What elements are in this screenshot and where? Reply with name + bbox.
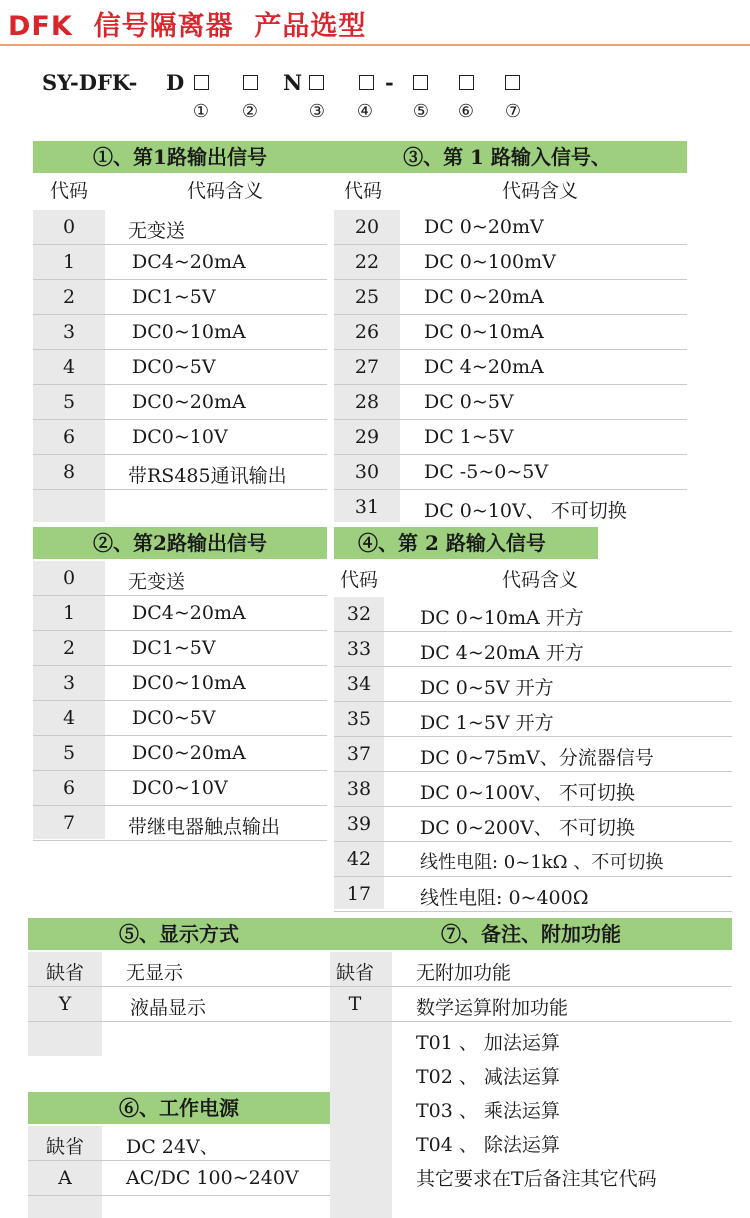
row-code: 缺省	[335, 962, 374, 984]
row-code: 17	[346, 883, 372, 905]
page-title: DFK 信号隔离器 产品选型	[8, 11, 367, 42]
row-meaning: DC 1~5V	[424, 426, 514, 448]
section5-header: ⑤、显示方式	[28, 918, 330, 950]
row-code: 37	[346, 743, 372, 765]
sec3-meaning-heading: 代码含义	[501, 180, 578, 202]
row-meaning: DC 0~20mV	[424, 216, 544, 238]
table-row	[334, 632, 732, 667]
row-meaning: 带RS485通讯输出	[128, 465, 287, 487]
row-meaning: DC0~5V	[132, 707, 216, 729]
row-code: 39	[346, 813, 372, 835]
row-code: 27	[354, 356, 380, 378]
section7-header: ⑦、备注、附加功能	[330, 918, 732, 950]
table-row	[334, 420, 687, 455]
row-meaning: DC 4~20mA 开方	[420, 642, 584, 664]
table-row	[28, 952, 330, 987]
table-row	[33, 561, 327, 596]
list-item	[330, 1124, 732, 1158]
sec1-table	[33, 210, 327, 490]
row-code: 5	[62, 391, 76, 413]
position-marker: ⑤	[412, 101, 430, 122]
code-box-2	[243, 75, 258, 90]
row-meaning: 线性电阻: 0~400Ω	[420, 887, 589, 909]
row-code: 42	[346, 848, 372, 870]
row-code: 26	[354, 321, 380, 343]
model-n: N	[283, 70, 303, 95]
position-marker: ②	[241, 101, 259, 122]
table-row	[334, 877, 732, 912]
row-meaning: DC0~10V	[132, 777, 228, 799]
row-meaning: DC0~20mA	[132, 742, 246, 764]
row-meaning: T02 、 减法运算	[416, 1066, 560, 1088]
row-meaning: DC0~10mA	[132, 321, 246, 343]
row-meaning: T03 、 乘法运算	[416, 1100, 560, 1122]
row-meaning: 液晶显示	[130, 997, 207, 1019]
code-box-5	[413, 75, 428, 90]
row-meaning: DC 0~100V、 不可切换	[420, 782, 635, 804]
section3-header: ③、第 1 路输入信号、	[327, 141, 687, 173]
row-meaning: DC 0~200V、 不可切换	[420, 817, 635, 839]
table-row	[334, 737, 732, 772]
section2-header: ②、第2路输出信号	[33, 527, 327, 559]
row-code: 0	[62, 567, 76, 589]
code-box-4	[359, 75, 374, 90]
row-code: 缺省	[45, 1136, 84, 1158]
sec4-meaning-heading: 代码含义	[501, 569, 578, 591]
sec1-code-heading: 代码	[49, 180, 88, 202]
position-marker: ④	[356, 101, 374, 122]
table-row	[33, 806, 327, 841]
row-code: 4	[62, 356, 76, 378]
table-row	[33, 596, 327, 631]
table-row	[334, 455, 687, 490]
list-item	[330, 1090, 732, 1124]
list-item	[330, 1158, 732, 1192]
position-marker: ③	[308, 101, 326, 122]
row-code: 2	[62, 637, 76, 659]
list-item	[330, 1056, 732, 1090]
row-code: T	[348, 993, 362, 1015]
section4-header: ④、第 2 路输入信号	[334, 527, 598, 559]
row-code: 25	[354, 286, 380, 308]
row-code: 38	[346, 778, 372, 800]
row-code: 33	[346, 638, 372, 660]
row-code: 31	[354, 496, 380, 518]
row-code: 28	[354, 391, 380, 413]
table-row	[334, 210, 687, 245]
position-marker: ①	[192, 101, 210, 122]
table-row	[330, 987, 732, 1022]
sec3-code-heading: 代码	[343, 180, 382, 202]
table-row	[33, 280, 327, 315]
row-code: 7	[62, 812, 76, 834]
section6-header: ⑥、工作电源	[28, 1092, 330, 1124]
table-row	[33, 455, 327, 490]
row-meaning: 无变送	[128, 220, 186, 242]
row-meaning: DC 0~20mA	[424, 286, 544, 308]
row-meaning: AC/DC 100~240V	[126, 1167, 299, 1189]
row-meaning: DC 0~10V、 不可切换	[424, 500, 627, 522]
row-meaning: T04 、 除法运算	[416, 1134, 560, 1156]
code-box-1	[194, 75, 209, 90]
sec4-table	[334, 597, 732, 912]
row-meaning: 无显示	[126, 962, 184, 984]
row-code: 0	[62, 216, 76, 238]
list-item	[330, 1022, 732, 1056]
table-row	[334, 807, 732, 842]
row-code: 3	[62, 672, 76, 694]
row-meaning: DC -5~0~5V	[424, 461, 549, 483]
row-code: 32	[346, 603, 372, 625]
row-meaning: 带继电器触点输出	[128, 816, 281, 838]
row-meaning: DC 4~20mA	[424, 356, 544, 378]
row-code: 1	[62, 602, 76, 624]
row-meaning: DC1~5V	[132, 637, 216, 659]
section1-header: ①、第1路输出信号	[33, 141, 327, 173]
table-row	[334, 350, 687, 385]
table-row	[334, 315, 687, 350]
table-row	[28, 1126, 330, 1161]
row-meaning: 无变送	[128, 571, 186, 593]
row-code: 6	[62, 426, 76, 448]
table-row	[334, 667, 732, 702]
table-row	[33, 631, 327, 666]
row-meaning: DC 0~10mA 开方	[420, 607, 584, 629]
sec7-table	[330, 952, 732, 1192]
row-code: 6	[62, 777, 76, 799]
row-meaning: 其它要求在T后备注其它代码	[416, 1168, 657, 1190]
row-code: 3	[62, 321, 76, 343]
row-code: 30	[354, 461, 380, 483]
row-meaning: DC 0~100mV	[424, 251, 556, 273]
row-meaning: DC4~20mA	[132, 602, 246, 624]
row-code: 4	[62, 707, 76, 729]
row-code: 34	[346, 673, 372, 695]
row-code: Y	[58, 993, 72, 1015]
row-code: A	[58, 1167, 72, 1189]
sec5-table	[28, 952, 330, 1022]
row-code: 1	[62, 251, 76, 273]
row-meaning: DC0~10V	[132, 426, 228, 448]
row-meaning: 线性电阻: 0~1kΩ 、不可切换	[420, 852, 664, 873]
row-code: 2	[62, 286, 76, 308]
row-meaning: 数学运算附加功能	[416, 997, 569, 1019]
table-row	[33, 771, 327, 806]
row-meaning: DC1~5V	[132, 286, 216, 308]
row-meaning: DC 0~75mV、分流器信号	[420, 747, 654, 769]
row-code: 29	[354, 426, 380, 448]
row-code: 35	[346, 708, 372, 730]
row-meaning: DC 0~5V	[424, 391, 514, 413]
row-meaning: DC 0~10mA	[424, 321, 544, 343]
title-divider	[0, 44, 750, 46]
row-meaning: DC 0~5V 开方	[420, 677, 554, 699]
row-meaning: DC0~5V	[132, 356, 216, 378]
sec1-meaning-heading: 代码含义	[186, 180, 263, 202]
row-code: 20	[354, 216, 380, 238]
row-meaning: 无附加功能	[416, 962, 512, 984]
table-row	[334, 280, 687, 315]
model-dash: -	[385, 70, 394, 95]
table-row	[33, 350, 327, 385]
table-row	[28, 987, 330, 1022]
row-code: 8	[62, 461, 76, 483]
position-marker: ⑥	[457, 101, 475, 122]
table-row	[330, 952, 732, 987]
row-meaning: DC 24V、	[126, 1136, 219, 1158]
table-row	[28, 1161, 330, 1196]
row-meaning: DC 1~5V 开方	[420, 712, 554, 734]
table-row	[33, 701, 327, 736]
table-row	[33, 210, 327, 245]
table-row	[33, 315, 327, 350]
table-row	[33, 385, 327, 420]
table-row	[334, 245, 687, 280]
row-meaning: DC0~20mA	[132, 391, 246, 413]
code-box-6	[459, 75, 474, 90]
table-row	[334, 597, 732, 632]
table-row	[33, 736, 327, 771]
row-meaning: DC0~10mA	[132, 672, 246, 694]
sec2-table	[33, 561, 327, 841]
row-code: 22	[354, 251, 380, 273]
table-row	[334, 772, 732, 807]
table-row	[334, 842, 732, 877]
row-meaning: T01 、 加法运算	[416, 1032, 560, 1054]
table-row	[33, 666, 327, 701]
model-d: D	[166, 70, 185, 95]
row-meaning: DC4~20mA	[132, 251, 246, 273]
row-code: 5	[62, 742, 76, 764]
table-row	[334, 702, 732, 737]
code-box-3	[309, 75, 324, 90]
table-row	[33, 245, 327, 280]
sec3-table	[334, 210, 687, 524]
table-row	[334, 490, 687, 524]
table-row	[33, 420, 327, 455]
row-code: 缺省	[45, 962, 84, 984]
table-row	[334, 385, 687, 420]
sec6-table	[28, 1126, 330, 1196]
model-prefix: SY-DFK-	[42, 70, 138, 95]
code-box-7	[505, 75, 520, 90]
sec4-code-heading: 代码	[339, 569, 378, 591]
position-marker: ⑦	[504, 101, 522, 122]
